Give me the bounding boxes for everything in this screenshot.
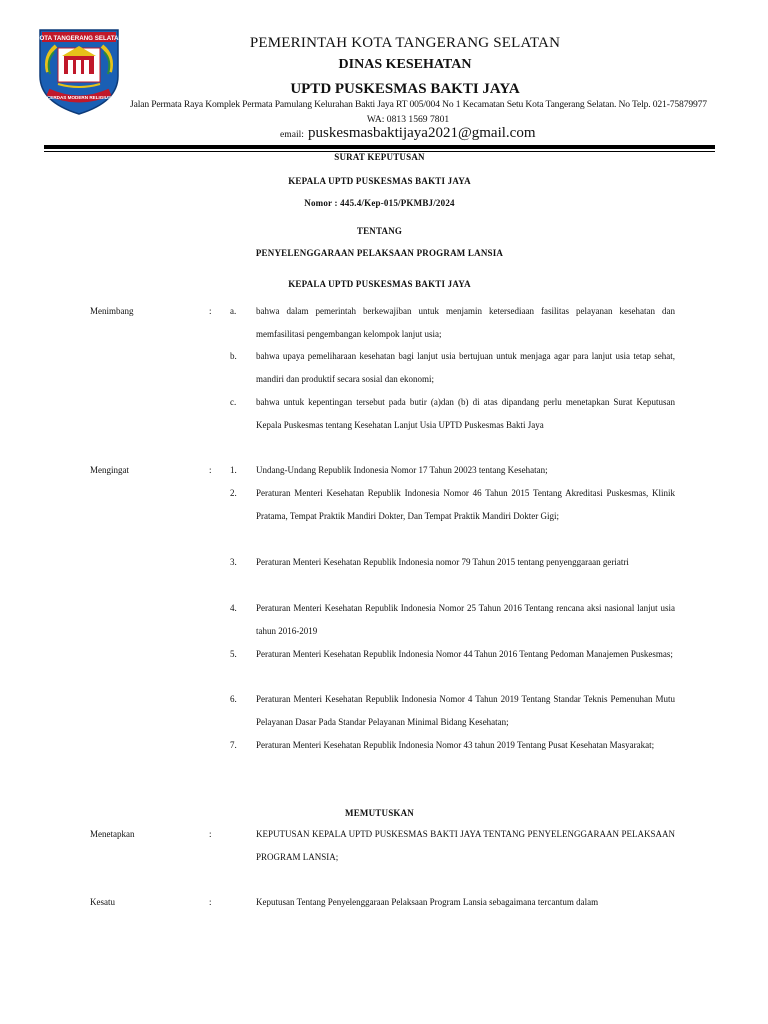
email-label: email: <box>280 129 304 140</box>
mengingat-mark-1: 1. <box>230 465 237 475</box>
mengingat-label: Mengingat <box>90 465 129 475</box>
logo-caption-top: KOTA TANGERANG SELATAN <box>35 35 123 42</box>
menimbang-item-c: bahwa untuk kepentingan tersebut pada butir (a)dan (b) di atas dipandang perlu menetapkan Surat Keputusan Kepala Puskesmas tentang Kesehatan Lanjut Usia UPTD Puskesmas Bakti Jaya <box>256 397 675 430</box>
email-address: puskesmasbaktijaya2021@gmail.com <box>307 125 536 141</box>
menimbang-mark-c: c. <box>230 397 237 407</box>
logo-caption-bottom: CERDAS MODERN RELIGIUS <box>46 95 112 100</box>
letterhead-institution: UPTD PUSKESMAS BAKTI JAYA <box>290 81 520 97</box>
kesatu-colon: : <box>209 897 212 907</box>
mengingat-mark-5: 5. <box>230 649 237 659</box>
mengingat-mark-6: 6. <box>230 694 237 704</box>
menimbang-item-a: bahwa dalam pemerintah berkewajiban untuk menjamin ketersediaan fasilitas pelayanan kesehatan dan memfasilitasi pengembangan kelompok lanjut usia; <box>256 306 675 339</box>
kesatu-label: Kesatu <box>90 897 115 907</box>
menimbang-colon: : <box>209 306 212 316</box>
mengingat-mark-2: 2. <box>230 488 237 498</box>
mengingat-colon: : <box>209 465 212 475</box>
mengingat-item-3: Peraturan Menteri Kesehatan Republik Indonesia nomor 79 Tahun 2015 tentang penyenggaraan geriatri <box>256 557 629 567</box>
mengingat-item-6: Peraturan Menteri Kesehatan Republik Indonesia Nomor 4 Tahun 2019 Tentang Standar Teknis Pemenuhan Mutu Pelayanan Dasar Pada Standar Pelayanan Minimal Bidang Kesehatan; <box>256 694 675 727</box>
menetapkan-label: Menetapkan <box>90 829 135 839</box>
issuer-heading-2: KEPALA UPTD PUSKESMAS BAKTI JAYA <box>288 279 471 289</box>
mengingat-item-7: Peraturan Menteri Kesehatan Republik Indonesia Nomor 43 tahun 2019 Tentang Pusat Kesehatan Masyarakat; <box>256 740 655 750</box>
letterhead-government: PEMERINTAH KOTA TANGERANG SELATAN <box>249 35 561 51</box>
menetapkan-colon: : <box>209 829 212 839</box>
mengingat-item-5: Peraturan Menteri Kesehatan Republik Indonesia Nomor 44 Tahun 2016 Tentang Pedoman Manajemen Puskesmas; <box>256 649 673 659</box>
memutuskan-heading: MEMUTUSKAN <box>345 808 414 818</box>
mengingat-mark-3: 3. <box>230 557 237 567</box>
menimbang-mark-a: a. <box>230 306 237 316</box>
menimbang-item-b: bahwa upaya pemeliharaan kesehatan bagi lanjut usia bertujuan untuk menjaga agar para lanjut usia tetap sehat, mandiri dan produktif secara sosial dan ekonomi; <box>256 351 675 384</box>
mengingat-mark-4: 4. <box>230 603 237 613</box>
document-subject: PENYELENGGARAAN PELAKSAAN PROGRAM LANSIA <box>255 248 504 258</box>
city-emblem-logo <box>34 26 124 116</box>
kesatu-text: Keputusan Tentang Penyelenggaraan Pelaksaan Program Lansia sebagaimana tercantum dalam <box>256 897 599 907</box>
menimbang-label: Menimbang <box>90 306 134 316</box>
mengingat-item-4: Peraturan Menteri Kesehatan Republik Indonesia Nomor 25 Tahun 2016 Tentang rencana aksi nasional lanjut usia tahun 2016-2019 <box>256 603 675 636</box>
letterhead-department: DINAS KESEHATAN <box>338 57 472 72</box>
issuer-heading: KEPALA UPTD PUSKESMAS BAKTI JAYA <box>288 176 471 186</box>
mengingat-item-1: Undang-Undang Republik Indonesia Nomor 17 Tahun 20023 tentang Kesehatan; <box>256 465 548 475</box>
mengingat-mark-7: 7. <box>230 740 237 750</box>
document-type: SURAT KEPUTUSAN <box>334 152 425 162</box>
letterhead-address: Jalan Permata Raya Komplek Permata Pamulang Kelurahan Bakti Jaya RT 005/004 No 1 Kecamatan Setu Kota Tangerang Selatan. No Telp. 021-75879977 <box>130 99 707 110</box>
letterhead-divider-thick <box>44 145 715 149</box>
mengingat-item-2: Peraturan Menteri Kesehatan Republik Indonesia Nomor 46 Tahun 2015 Tentang Akreditasi Puskesmas, Klinik Pratama, Tempat Praktik Mandiri Dokter, Dan Tempat Praktik Mandiri Dokter Gigi; <box>256 488 675 521</box>
letterhead-whatsapp: WA: 0813 1569 7801 <box>366 114 450 125</box>
letterhead-email <box>280 124 536 142</box>
document-number: Nomor : 445.4/Kep-015/PKMBJ/2024 <box>304 198 455 208</box>
about-heading: TENTANG <box>356 226 403 236</box>
menetapkan-text: KEPUTUSAN KEPALA UPTD PUSKESMAS BAKTI JAYA TENTANG PENYELENGGARAAN PELAKSAAN PROGRAM LANSIA; <box>256 829 675 862</box>
menimbang-mark-b: b. <box>230 351 237 361</box>
